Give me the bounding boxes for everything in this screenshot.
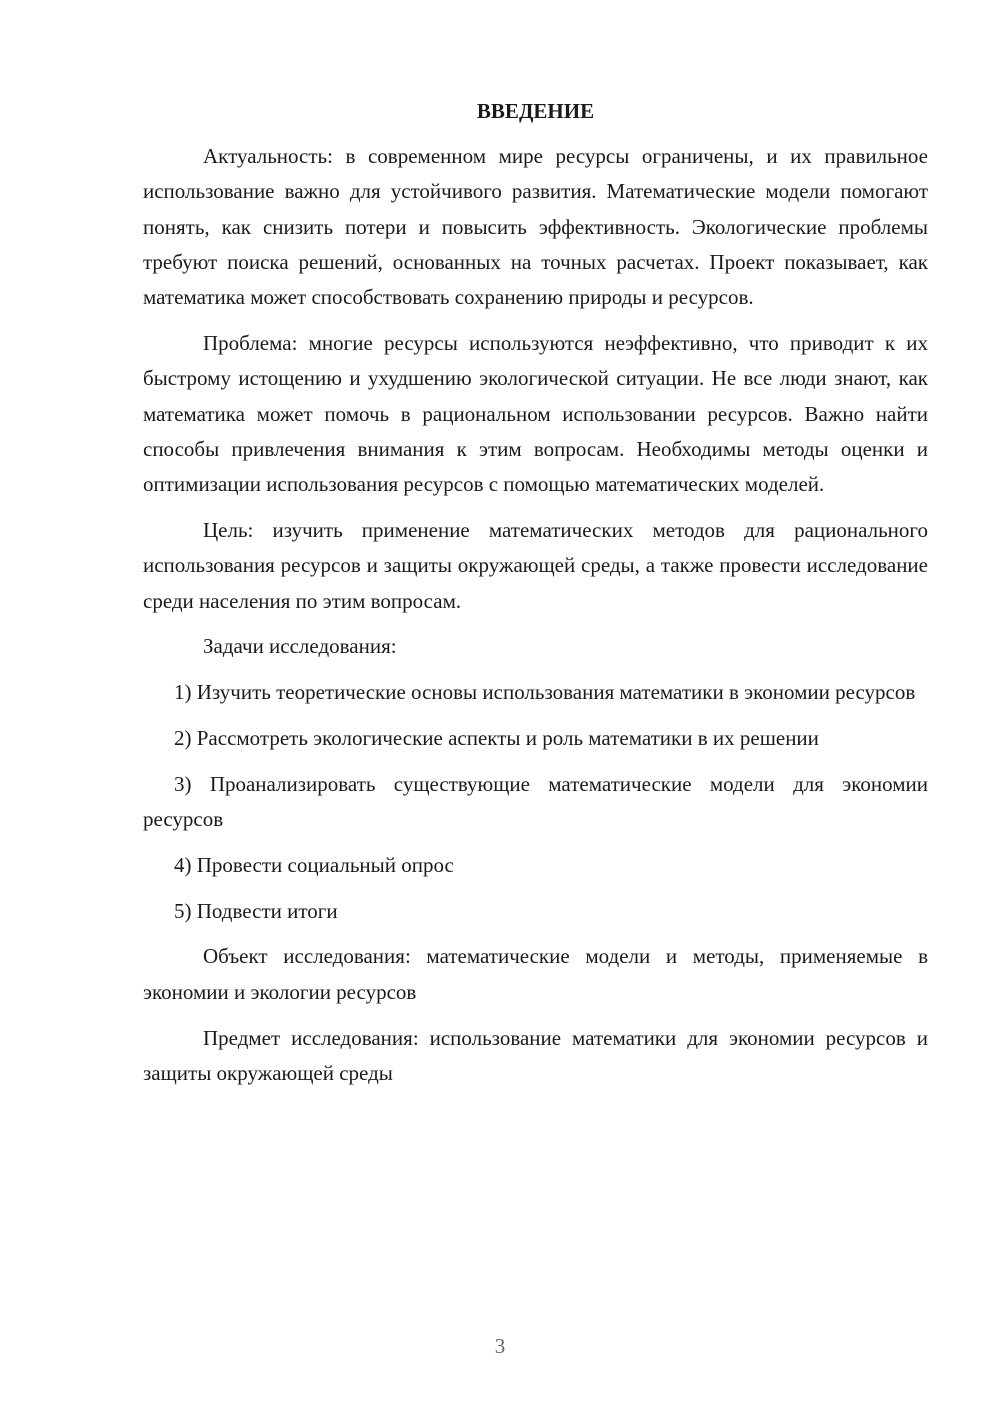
paragraph-subject: Предмет исследования: использование математики для экономии ресурсов и защиты окружающей среды	[143, 1025, 928, 1085]
paragraph-object: Объект исследования: математические модели и методы, применяемые в экономии и экологии ресурсов	[143, 944, 928, 1004]
paragraph-goal: Цель: изучить применение математических методов для рационального использования ресурсов и защиты окружающей среды, а также провести исследование среди населения по этим вопросам.	[143, 517, 928, 613]
list-item: 3) Проанализировать существующие математические модели для экономии ресурсов	[143, 771, 928, 832]
list-item: 4) Провести социальный опрос	[174, 852, 454, 877]
list-item: 5) Подвести итоги	[174, 898, 338, 923]
tasks-heading: Задачи исследования:	[203, 634, 397, 659]
paragraph-relevance: Актуальность: в современном мире ресурсы ограничены, и их правильное использование важно для устойчивого развития. Математические модели помогают понять, как снизить потери и повысить эффективность. Экологические проблемы требуют поиска решений, основанных на точных расчетах. Проект показывает, как математика может способствовать сохранению природы и ресурсов.	[143, 144, 928, 310]
page-number: 3	[494, 1334, 506, 1358]
page-content	[143, 94, 928, 1091]
paragraph-problem: Проблема: многие ресурсы используются неэффективно, что приводит к их быстрому истощению и ухудшению экологической ситуации. Не все люди знают, как математика может помочь в рациональном использовании ресурсов. Важно найти способы привлечения внимания к этим вопросам. Необходимы методы оценки и оптимизации использования ресурсов с помощью математических моделей.	[143, 330, 928, 497]
section-title: ВВЕДЕНИЕ	[476, 99, 595, 123]
list-item: 1) Изучить теоретические основы использования математики в экономии ресурсов	[174, 680, 916, 705]
list-item: 2) Рассмотреть экологические аспекты и роль математики в их решении	[174, 725, 819, 750]
